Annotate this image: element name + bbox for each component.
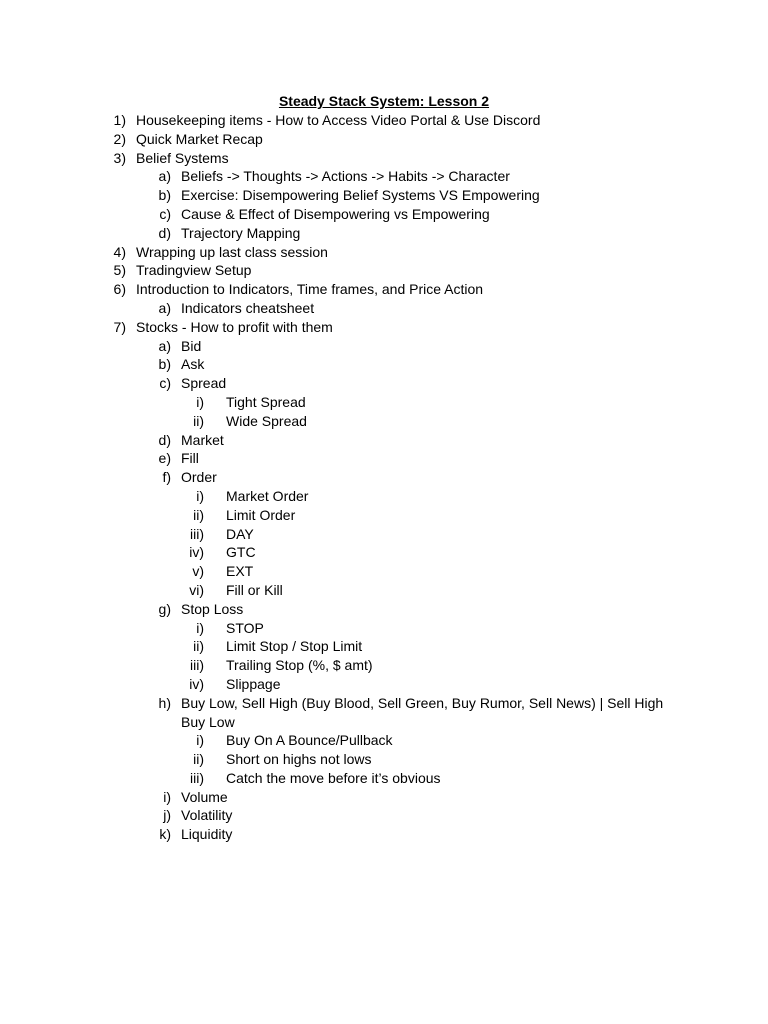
outline-item-level-2 — [0, 694, 768, 732]
outline-item-text: STOP — [226, 619, 264, 636]
outline-item-text: DAY — [226, 525, 254, 542]
outline-item-marker: 4) — [113, 243, 126, 260]
outline-item-text: Catch the move before it’s obvious — [226, 769, 441, 786]
outline-item-marker: c) — [159, 205, 171, 222]
outline-item-marker: iii) — [190, 657, 204, 674]
outline-item-level-2 — [0, 205, 768, 224]
outline-item-level-3 — [0, 543, 768, 562]
outline-item-marker: 2) — [113, 130, 126, 147]
outline-item-level-1 — [0, 280, 768, 299]
document-title: Steady Stack System: Lesson 2 — [278, 93, 490, 109]
outline-item-marker: i) — [196, 393, 204, 410]
outline-item-text: Limit Order — [226, 506, 296, 523]
outline-item-text: Order — [181, 469, 217, 486]
outline-item-text: Volume — [181, 788, 228, 805]
outline-item-level-1 — [0, 111, 768, 130]
outline-item-marker: j) — [163, 807, 171, 824]
outline-item-marker: iii) — [190, 769, 204, 786]
outline-item-text: Trajectory Mapping — [181, 224, 301, 241]
outline-item-marker: ii) — [193, 751, 204, 768]
outline-item-level-3 — [0, 581, 768, 600]
outline-item-level-2 — [0, 355, 768, 374]
outline-item-level-2 — [0, 825, 768, 844]
outline-item-marker: iv) — [189, 675, 204, 692]
outline-item-marker: ii) — [193, 412, 204, 429]
lesson-outline — [0, 111, 768, 844]
outline-item-level-2 — [0, 788, 768, 807]
outline-item-marker: i) — [196, 619, 204, 636]
outline-item-marker: f) — [162, 469, 171, 486]
outline-item-level-1 — [0, 318, 768, 337]
outline-item-marker: 3) — [113, 149, 126, 166]
outline-item-text: EXT — [226, 563, 254, 580]
outline-item-text: Bid — [181, 337, 202, 354]
outline-item-level-2 — [0, 431, 768, 450]
outline-item-marker: ii) — [193, 506, 204, 523]
outline-item-text: GTC — [226, 544, 256, 561]
outline-item-marker: h) — [158, 694, 171, 711]
outline-item-level-1 — [0, 130, 768, 149]
outline-item-marker: i) — [196, 732, 204, 749]
outline-item-text: Market Order — [226, 487, 309, 504]
outline-item-marker: a) — [158, 299, 171, 316]
outline-item-text: Quick Market Recap — [136, 130, 263, 147]
outline-item-marker: e) — [158, 450, 171, 467]
outline-item-text: Housekeeping items - How to Access Video Portal & Use Discord — [136, 112, 541, 128]
outline-item-text: Beliefs -> Thoughts -> Actions -> Habits -> Character — [181, 168, 510, 185]
outline-item-level-2 — [0, 167, 768, 186]
outline-item-marker: v) — [192, 563, 204, 580]
outline-item-text: Spread — [181, 375, 227, 392]
outline-item-level-3 — [0, 506, 768, 525]
outline-item-text: Buy On A Bounce/Pullback — [226, 732, 393, 749]
outline-item-marker: 5) — [113, 262, 126, 279]
outline-item-marker: ii) — [193, 638, 204, 655]
outline-item-marker: i) — [196, 487, 204, 504]
outline-item-level-1 — [0, 243, 768, 262]
outline-item-text: Indicators cheatsheet — [181, 299, 315, 316]
outline-item-marker: k) — [159, 826, 171, 843]
outline-item-text: Fill or Kill — [226, 581, 283, 598]
outline-item-text: Tradingview Setup — [136, 262, 252, 279]
outline-item-marker: 7) — [113, 318, 126, 335]
outline-item-text: Fill — [181, 450, 199, 467]
outline-item-level-3 — [0, 487, 768, 506]
outline-item-level-3 — [0, 675, 768, 694]
outline-item-level-1 — [0, 261, 768, 280]
outline-item-marker: a) — [158, 168, 171, 185]
outline-item-text: Short on highs not lows — [226, 751, 372, 768]
outline-item-marker: b) — [158, 187, 171, 204]
outline-item-marker: vi) — [189, 581, 204, 598]
outline-item-text: Buy Low, Sell High (Buy Blood, Sell Green, Buy Rumor, Sell News) | Sell High Buy Low — [181, 694, 664, 730]
outline-item-marker: b) — [158, 356, 171, 373]
outline-item-marker: c) — [159, 375, 171, 392]
outline-item-level-1 — [0, 149, 768, 168]
outline-item-marker: iii) — [190, 525, 204, 542]
outline-item-level-3 — [0, 769, 768, 788]
outline-item-level-3 — [0, 412, 768, 431]
outline-item-level-2 — [0, 186, 768, 205]
outline-item-level-3 — [0, 393, 768, 412]
outline-item-level-2 — [0, 806, 768, 825]
outline-item-level-3 — [0, 637, 768, 656]
outline-item-marker: i) — [163, 788, 171, 805]
outline-item-level-2 — [0, 600, 768, 619]
outline-item-marker: iv) — [189, 544, 204, 561]
outline-item-text: Cause & Effect of Disempowering vs Empowering — [181, 205, 490, 222]
outline-item-text: Slippage — [226, 675, 281, 692]
outline-item-level-3 — [0, 562, 768, 581]
outline-item-text: Tight Spread — [226, 393, 306, 410]
outline-item-text: Wide Spread — [226, 412, 307, 429]
outline-item-level-3 — [0, 656, 768, 675]
outline-item-marker: 6) — [113, 281, 126, 298]
outline-item-marker: g) — [158, 600, 171, 617]
outline-item-text: Liquidity — [181, 826, 233, 843]
outline-item-text: Trailing Stop (%, $ amt) — [226, 657, 373, 674]
outline-item-marker: d) — [158, 431, 171, 448]
outline-item-level-2 — [0, 374, 768, 393]
outline-item-marker: 1) — [113, 112, 126, 128]
outline-item-text: Introduction to Indicators, Time frames, and Price Action — [136, 281, 484, 298]
outline-item-text: Stop Loss — [181, 600, 244, 617]
outline-item-level-3 — [0, 525, 768, 544]
outline-item-level-2 — [0, 299, 768, 318]
outline-item-text: Ask — [181, 356, 205, 373]
outline-item-text: Volatility — [181, 807, 233, 824]
outline-item-level-3 — [0, 619, 768, 638]
outline-item-marker: d) — [158, 224, 171, 241]
outline-item-level-2 — [0, 449, 768, 468]
outline-item-level-3 — [0, 731, 768, 750]
outline-item-text: Wrapping up last class session — [136, 243, 328, 260]
outline-item-marker: a) — [158, 337, 171, 354]
outline-item-text: Stocks - How to profit with them — [136, 318, 333, 335]
outline-item-text: Market — [181, 431, 224, 448]
outline-item-level-2 — [0, 337, 768, 356]
outline-item-level-2 — [0, 224, 768, 243]
outline-item-text: Belief Systems — [136, 149, 229, 166]
outline-item-level-2 — [0, 468, 768, 487]
outline-item-text: Exercise: Disempowering Belief Systems VS Empowering — [181, 187, 540, 204]
outline-item-text: Limit Stop / Stop Limit — [226, 638, 363, 655]
outline-item-level-3 — [0, 750, 768, 769]
